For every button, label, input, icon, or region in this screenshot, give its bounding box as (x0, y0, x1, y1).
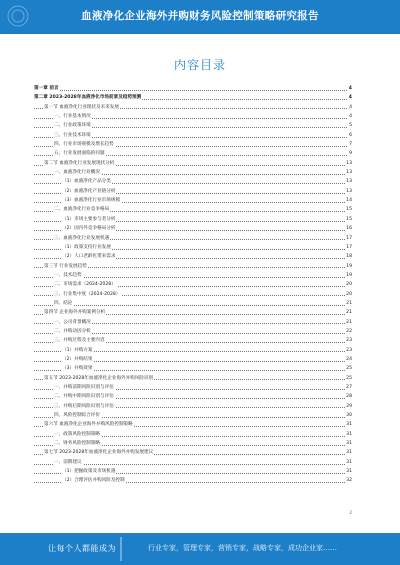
toc-entry-label: 第三节 行业发展趋势 (44, 262, 88, 271)
toc-entry[interactable] (34, 439, 352, 448)
toc-heading: 内容目录 (173, 58, 226, 72)
toc-entry-page: 25 (345, 374, 352, 383)
toc-entry-page: 13 (345, 187, 352, 196)
toc-entry-page: 28 (345, 392, 352, 401)
toc-entry-page: 16 (345, 224, 352, 233)
toc-entry-page: 31 (345, 420, 352, 429)
toc-entry[interactable] (34, 131, 352, 140)
toc-entry-label: 三、血液净化行业发展机遇 (54, 234, 110, 243)
toc-entry-label: 第一章 前言 (34, 84, 60, 93)
toc-entry-page: 13 (345, 159, 352, 168)
toc-entry[interactable] (34, 383, 352, 392)
toc-entry-page: 13 (345, 168, 352, 177)
toc-entry[interactable] (34, 243, 352, 252)
toc-entry[interactable] (34, 168, 352, 177)
toc-entry-page: 30 (345, 411, 352, 420)
toc-entry-page: 19 (345, 262, 352, 271)
toc-leader-dots (34, 90, 349, 91)
toc-entry-page: 17 (345, 234, 352, 243)
toc-entry[interactable] (34, 430, 352, 439)
toc-entry[interactable] (34, 467, 352, 476)
toc-entry-label: 二、财务风险控制策略 (54, 439, 101, 448)
toc-entry-label: 第七节 2023-2028年血液净化企业海外并购发展建议 (44, 448, 154, 457)
toc-entry[interactable] (34, 476, 352, 485)
toc-entry[interactable] (34, 458, 352, 467)
toc-entry[interactable] (34, 271, 352, 280)
toc-entry[interactable] (34, 112, 352, 121)
toc-entry-page: 5 (348, 121, 352, 130)
toc-entry[interactable] (34, 205, 352, 214)
toc-entry-page: 15 (345, 215, 352, 224)
toc-entry-page: 20 (345, 280, 352, 289)
toc-entry-label: （1）血液净化产品分类 (62, 177, 112, 186)
toc-entry-page: 22 (345, 327, 352, 336)
toc-entry-label: 一、政策风险控制策略 (54, 430, 101, 439)
toc-entry-page: 29 (345, 402, 352, 411)
toc-entry-label: 四、风险控制综合评价 (54, 411, 101, 420)
toc-leader-dots (34, 305, 349, 306)
toc-entry-label: 五、行业发展面临的问题 (54, 149, 106, 158)
toc-entry[interactable] (34, 346, 352, 355)
toc-entry-label: 四、结论 (54, 299, 73, 308)
toc-entry-page: 31 (345, 458, 352, 467)
toc-entry-page: 4 (348, 84, 352, 93)
toc-entry-page: 23 (345, 336, 352, 345)
toc-entry-label: （2）人口老龄化带来需求 (62, 252, 116, 261)
toc-entry-page: 13 (345, 177, 352, 186)
toc-entry-page: 31 (345, 467, 352, 476)
toc-entry-label: （1）并购方案 (62, 346, 94, 355)
toc-entry[interactable] (34, 140, 352, 149)
toc-entry-page: 4 (348, 93, 352, 102)
toc-entry-label: 三、行业集中度（2024-2028） (54, 290, 121, 299)
toc-entry-page: 27 (345, 383, 352, 392)
toc-entry-page: 31 (345, 439, 352, 448)
toc-entry[interactable] (34, 290, 352, 299)
toc-entry-page: 32 (345, 476, 352, 485)
toc-entry[interactable] (34, 308, 352, 317)
footer-tagline: 行业专家，管理专家，营销专家，战略专家，成功企业家…… (148, 544, 337, 552)
toc-entry-label: 二、行业政策环境 (54, 121, 92, 130)
toc-entry-page: 25 (345, 364, 352, 373)
toc-entry[interactable] (34, 262, 352, 271)
toc-entry[interactable] (34, 420, 352, 429)
toc-entry[interactable] (34, 234, 352, 243)
toc-entry-label: 一、并购前期风险识别与评估 (54, 383, 115, 392)
toc-entry[interactable] (34, 177, 352, 186)
toc-entry[interactable] (34, 392, 352, 401)
toc-entry[interactable] (34, 196, 352, 205)
toc-entry-page: 7 (348, 140, 352, 149)
toc-entry[interactable] (34, 215, 352, 224)
toc-entry-label: （1）把握政策及市场机遇 (62, 467, 116, 476)
toc-entry[interactable] (34, 448, 352, 457)
toc-entry[interactable] (34, 93, 352, 102)
toc-entry-label: 三、并购过程及主要内容 (54, 336, 106, 345)
toc-entry-label: 一、技术趋势 (54, 271, 83, 280)
toc-entry[interactable] (34, 149, 352, 158)
toc-entry[interactable] (34, 327, 352, 336)
toc-entry-page: 9 (348, 149, 352, 158)
toc-entry-page: 14 (345, 196, 352, 205)
toc-entry[interactable] (34, 224, 352, 233)
toc-entry[interactable] (34, 402, 352, 411)
toc-entry[interactable] (34, 374, 352, 383)
toc-entry[interactable] (34, 121, 352, 130)
toc-entry-page: 23 (345, 346, 352, 355)
toc-entry-page: 21 (345, 299, 352, 308)
toc-entry[interactable] (34, 355, 352, 364)
toc-entry-label: （2）国内外竞争格局分析 (62, 224, 116, 233)
toc-entry-label: 一、前期建议 (54, 458, 83, 467)
toc-entry[interactable] (34, 84, 352, 93)
toc-entry-label: （1）市场主要参与者分析 (62, 215, 116, 224)
report-footer (0, 533, 400, 565)
toc-entry-label: 一、血液净化行业概况 (54, 168, 101, 177)
toc-entry-label: 第二节 血液净化行业发展现状分析 (44, 159, 115, 168)
toc-entry-label: 三、行业技术环境 (54, 131, 92, 140)
toc-entry-page: 19 (345, 271, 352, 280)
toc-entry-label: （2）合理评估并购风险及控制 (62, 476, 126, 485)
toc-entry-label: 第五节 2023-2028年血液净化企业海外并购风险识别 (44, 374, 154, 383)
toc-entry-label: 第四节 企业海外并购案例分析 (44, 308, 106, 317)
toc-entry-label: 四、行业市场规模及增长趋势 (54, 140, 115, 149)
toc-entry-page: 20 (345, 290, 352, 299)
toc-entry-label: （1）政策支持行业发展 (62, 243, 112, 252)
toc-entry[interactable] (34, 318, 352, 327)
page-number: 2 (349, 510, 352, 515)
toc-entry[interactable] (34, 299, 352, 308)
toc-entry-page: 4 (348, 112, 352, 121)
toc-entry[interactable] (34, 336, 352, 345)
toc-entry-label: 二、市场需求（2024-2028） (54, 280, 117, 289)
toc-entry-label: （2）并购结果 (62, 355, 94, 364)
report-title: 血液净化企业海外并购财务风险控制策略研究报告 (81, 10, 319, 22)
toc-entry-page: 15 (345, 205, 352, 214)
report-header (0, 0, 400, 34)
toc-entry-page: 24 (345, 355, 352, 364)
toc-entry[interactable] (34, 252, 352, 261)
toc-entry-label: （3）血液净化行业市场规模 (62, 196, 121, 205)
toc-entry-page: 4 (348, 103, 352, 112)
table-of-contents (34, 84, 352, 486)
toc-entry[interactable] (34, 187, 352, 196)
toc-entry-page: 21 (345, 308, 352, 317)
toc-entry-label: （2）血液净化产业链分析 (62, 187, 116, 196)
toc-entry-label: 三、并购后期风险识别与评估 (54, 402, 115, 411)
toc-entry-label: 第一节 血液净化行业现状及未来发展 (44, 103, 120, 112)
toc-entry[interactable] (34, 280, 352, 289)
footer-divider (120, 537, 122, 561)
toc-entry-page: 21 (345, 318, 352, 327)
toc-entry[interactable] (34, 411, 352, 420)
toc-entry[interactable] (34, 159, 352, 168)
toc-entry-label: 二、并购中期风险识别与评估 (54, 392, 115, 401)
toc-entry-label: 第六节 血液净化企业海外并购风险控制策略 (44, 420, 134, 429)
toc-entry-label: 二、并购动因分析 (54, 327, 92, 336)
toc-entry-page: 6 (348, 131, 352, 140)
toc-entry[interactable] (34, 103, 352, 112)
toc-entry-label: （3）并购效果 (62, 364, 94, 373)
toc-entry-page: 17 (345, 243, 352, 252)
footer-slogan: 让每个人都能成为 (48, 544, 116, 553)
toc-entry-label: 一、行业基本情况 (54, 112, 92, 121)
toc-entry[interactable] (34, 364, 352, 373)
toc-entry-page: 18 (345, 252, 352, 261)
toc-entry-label: 二、血液净化行业竞争格局 (54, 205, 110, 214)
toc-entry-page: 31 (345, 448, 352, 457)
toc-entry-label: 一、公司背景概况 (54, 318, 92, 327)
toc-entry-page: 31 (345, 430, 352, 439)
toc-entry-label: 第二章 2023-2028年血液净化市场前景及趋势预测 (34, 93, 142, 102)
